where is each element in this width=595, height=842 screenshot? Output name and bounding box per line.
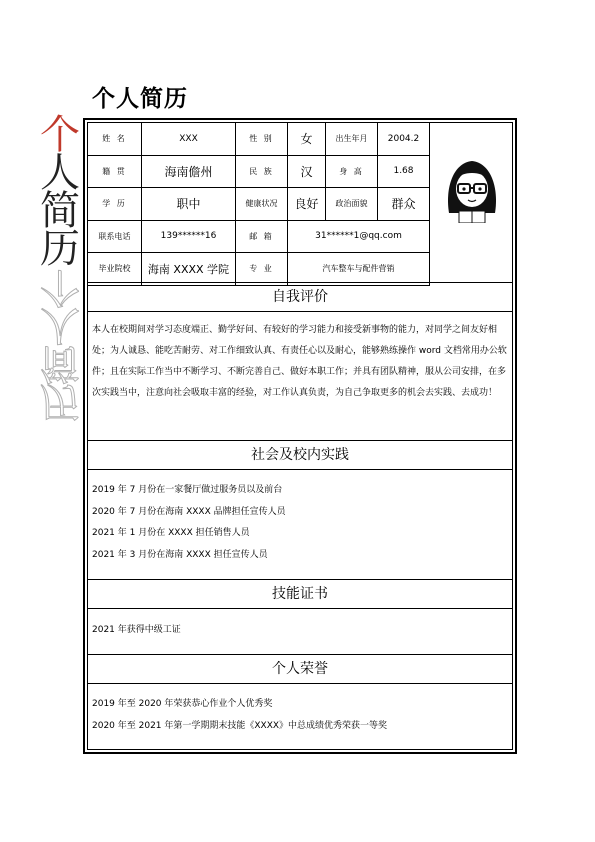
gender-label: 性 别 [236,123,288,156]
skills-item-1: 2021 年获得中级工证 [92,625,181,635]
height-value: 1.68 [378,155,430,188]
side-title-reflection-char-4: 历 [40,378,80,424]
ethnic-label: 民 族 [236,155,288,188]
honors-item-1: 2019 年至 2020 年荣获恭心作业个人优秀奖 [92,699,273,709]
edu-label: 学 历 [88,188,142,221]
side-title-char-4: 历 [40,226,80,272]
health-value: 良好 [288,188,326,221]
edu-value: 职中 [142,188,236,221]
profile-row-1 [88,123,514,156]
practice-heading: 社会及校内实践 [87,440,513,470]
self-eval-heading: 自我评价 [87,282,513,312]
politics-label: 政治面貌 [326,188,378,221]
politics-value: 群众 [378,188,430,221]
gender-value: 女 [288,123,326,156]
email-label: 邮 箱 [236,220,288,253]
practice-list [92,480,508,566]
profile-row-5 [88,253,514,286]
side-title-reflection-char-2: 人 [40,302,80,348]
profile-table [87,122,514,286]
side-vertical-title [38,112,82,424]
origin-label: 籍 贯 [88,155,142,188]
photo-cell-bottom [430,253,514,286]
major-value: 汽车整车与配件营销 [288,253,430,286]
practice-item-1: 2019 年 7 月份在一家餐厅做过服务员以及前台 [92,485,283,495]
health-label: 健康状况 [236,188,288,221]
honors-heading: 个人荣誉 [87,654,513,684]
major-label: 专 业 [236,253,288,286]
honors-list [92,694,508,737]
practice-item-2: 2020 年 7 月份在海南 XXXX 品牌担任宣传人员 [92,506,286,517]
side-title-reflection-char-1: 个 [40,264,80,310]
self-eval-text: 本人在校期间对学习态度端正、勤学好问、有较好的学习能力和接受新事物的能力，对同学之间友好相处；为人诚恳、能吃苦耐劳、对工作细致认真、有责任心以及耐心，能够熟练操作 word 文档常用办公软件；且在实际工作当中不断学习、不断完善自己、做好本职工作；并具有团队精神，服从公司安排，在多次实践当中，注意向社会吸取丰富的经验，对工作认真负责，为自己争取更多的机会去实践、去成功！ [92,325,507,398]
name-value: XXX [142,123,236,156]
school-label: 毕业院校 [88,253,142,286]
side-title-reflection-char-3: 简 [40,340,80,386]
school-value: 海南 XXXX 学院 [142,253,236,286]
side-title-char-2: 人 [40,150,80,196]
birth-value: 2004.2 [378,123,430,156]
birth-label: 出生年月 [326,123,378,156]
practice-item-4: 2021 年 3 月份在海南 XXXX 担任宣传人员 [92,549,268,560]
phone-label: 联系电话 [88,220,142,253]
practice-item-3: 2021 年 1 月份在 XXXX 担任销售人员 [92,528,250,538]
page-title: 个人简历 [92,86,188,112]
skills-heading: 技能证书 [87,579,513,609]
email-value: 31******1@qq.com [288,220,430,253]
ethnic-value: 汉 [288,155,326,188]
side-title-char-1: 个 [40,112,80,158]
phone-value: 139******16 [142,220,236,253]
avatar-portrait [439,153,505,223]
name-label: 姓 名 [88,123,142,156]
honors-item-2: 2020 年至 2021 年第一学期期末技能《XXXX》中总成绩优秀荣获一等奖 [92,720,388,731]
height-label: 身 高 [326,155,378,188]
side-title-reflection [38,264,82,424]
side-title-char-3: 简 [40,188,80,234]
photo-cell [430,123,514,253]
skills-list [92,620,508,642]
origin-value: 海南儋州 [142,155,236,188]
